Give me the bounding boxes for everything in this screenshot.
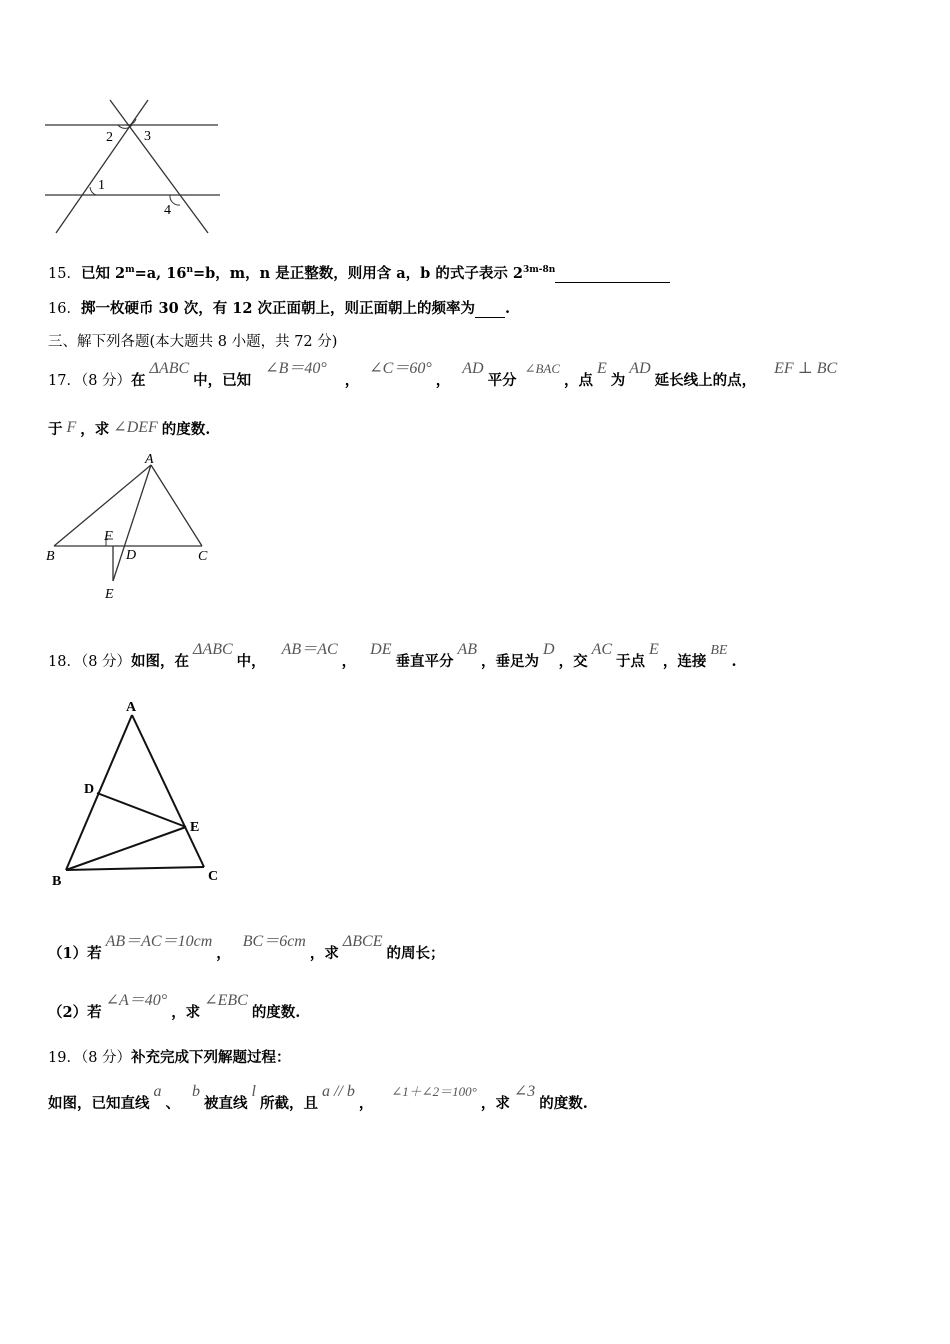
math-angle-c: ∠C＝60° [369,360,432,377]
vertex-label-c: C [208,869,219,884]
q15-text-2: =a, 16 [134,265,187,282]
point-label-d: D [126,548,137,563]
q17-text: 中，已知 [193,372,252,389]
q19-text: 的度数. [539,1095,588,1112]
q16-end: . [505,300,511,317]
q19-text: 如图，已知直线 [48,1095,150,1112]
angle-label-3: 3 [144,129,151,144]
q19-text: ， [358,1095,374,1112]
q18-text: 如图，在 [131,653,190,670]
question-18-part-1 [48,933,445,963]
angle-label-4: 4 [164,203,171,218]
figure-isosceles-triangle [48,695,228,890]
q15-text: 已知 2 [80,265,126,282]
q15-sup-n: n [186,265,193,276]
math-e: E [597,360,607,377]
q17-text: ， [344,372,360,389]
vertex-label-b: B [46,549,55,564]
math-ac: AC [591,641,613,658]
math-ad: AD [462,360,484,377]
question-17-line-2 [48,418,210,439]
q18-2-text: ，求 [171,1004,201,1021]
answer-blank[interactable] [555,265,670,283]
math-a: a [153,1083,162,1100]
vertex-label-a: A [145,452,154,467]
q18-2-text: （2）若 [48,1004,102,1021]
math-ab-eq-ac: AB＝AC [281,641,338,658]
q17-text: 于 [48,421,63,438]
q18-text: ， [341,653,357,670]
math-ab-ac-10cm: AB＝AC＝10cm [105,933,213,950]
q18-text: ，交 [558,653,588,670]
q18-text: 垂直平分 [395,653,454,670]
math-angle-3: ∠3 [513,1083,536,1100]
math-angle-b: ∠B＝40° [265,360,327,377]
question-number: 15． [48,266,81,282]
figure-parallel-lines [40,95,225,240]
q17-text: 延长线上的点， [654,372,757,389]
math-angle-bac: ∠BAC [524,361,561,376]
question-number: 17．（8 分） [48,373,132,389]
q19-text: 被直线 [204,1095,248,1112]
q17-text: ，点 [564,372,594,389]
q17-text: 平分 [487,372,517,389]
question-15 [48,262,670,283]
q18-text: . [731,653,737,670]
q18-1-text: （1）若 [48,945,102,962]
point-label-f: F [104,529,113,544]
q19-text: ，求 [480,1095,510,1112]
q17-text: 的度数. [161,421,211,438]
q18-1-text: ， [216,945,231,962]
section-title: 三、解下列各题(本大题共 8 小题，共 72 分) [48,334,338,350]
math-ab: AB [457,641,478,658]
q18-1-text: ，求 [309,945,339,962]
point-label-e: E [105,587,114,602]
question-18-part-2 [48,992,301,1022]
math-angle-ebc: ∠EBC [204,992,248,1009]
q18-1-text: 的周长； [386,945,445,962]
math-d: D [543,641,555,658]
question-19-body [48,1083,588,1113]
q17-text: ，求 [80,421,110,438]
point-label-e: E [190,820,200,835]
math-angle-a-40: ∠A＝40° [105,992,168,1009]
q15-sup-m: m [125,265,135,276]
q18-text: ，连接 [662,653,707,670]
question-19 [48,1046,291,1067]
figure-triangle-abc-ad [40,448,220,606]
question-number: 19．（8 分） [48,1050,132,1066]
math-angle-sum: ∠1＋∠2＝100° [391,1084,477,1099]
q16-text: 掷一枚硬币 30 次，有 12 次正面朝上，则正面朝上的频率为 [80,300,475,317]
question-16 [48,297,510,318]
q18-text: ，垂足为 [481,653,540,670]
answer-blank[interactable] [475,300,505,318]
vertex-label-b: B [52,874,62,889]
vertex-label-c: C [198,549,208,564]
math-de: DE [370,641,392,658]
math-be: BE [710,643,728,658]
math-b: b [192,1083,200,1100]
q17-text: 为 [610,372,626,389]
q15-sup-exp: 3m-8n [523,265,556,276]
vertex-label-a: A [126,700,137,715]
q19-text: 、 [165,1095,180,1112]
math-angle-def: ∠DEF [113,419,158,436]
point-label-d: D [84,782,95,797]
math-triangle-bce: ΔBCE [342,933,383,950]
math-ef-perp-bc: EF ⊥ BC [774,360,838,377]
math-bc-6cm: BC＝6cm [242,933,306,950]
q19-text: 所截，且 [259,1095,318,1112]
math-triangle-abc: ΔABC [149,360,190,377]
angle-label-2: 2 [106,130,113,145]
q17-text: ， [435,372,451,389]
q19-title: 补充完成下列解题过程： [131,1049,291,1066]
question-number: 16． [48,301,81,317]
q18-text: 于点 [616,653,646,670]
q18-2-text: 的度数. [251,1004,301,1021]
math-l: l [251,1083,256,1100]
q15-text-3: =b，m，n 是正整数，则用含 a，b 的式子表示 2 [193,265,523,282]
math-ad: AD [629,360,651,377]
question-number: 18．（8 分） [48,654,132,670]
question-17 [48,360,841,390]
question-18 [48,641,737,671]
q18-text: 中， [236,653,266,670]
q17-text: 在 [131,372,146,389]
math-a-parallel-b: a // b [321,1083,355,1100]
math-triangle-abc: ΔABC [193,641,233,658]
math-e: E [649,641,659,658]
angle-label-1: 1 [98,178,105,193]
math-f: F [66,419,77,436]
